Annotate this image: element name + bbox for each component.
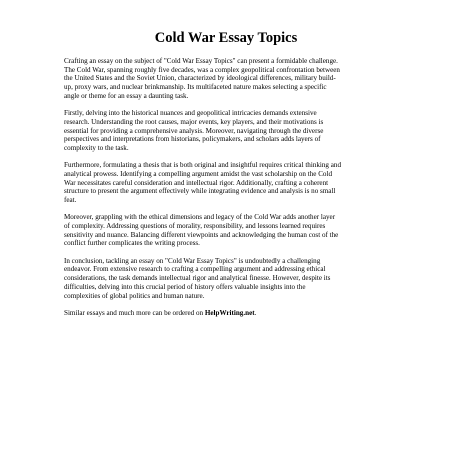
- text-line: research. Understanding the root causes, major events, key players, and their motivations is: [64, 117, 324, 126]
- text-line: endeavor. From extensive research to crafting a compelling argument and addressing ethical: [64, 265, 326, 274]
- paragraph-conclusion: [64, 257, 394, 301]
- helpwriting-link[interactable]: HelpWriting.net: [204, 308, 255, 317]
- paragraph-thesis: [64, 161, 394, 205]
- text-line: feat.: [64, 196, 77, 205]
- text-line: complexity to the task.: [64, 143, 129, 152]
- text-line: of complexity. Addressing questions of morality, responsibility, and lessons learned requires: [64, 222, 326, 231]
- closing-prefix: Similar essays and much more can be ordered on: [64, 308, 205, 317]
- text-line: the United States and the Soviet Union, characterized by ideological differences, military build-: [64, 74, 336, 83]
- text-line: complexities of global politics and human nature.: [64, 291, 205, 300]
- text-line: Moreover, grappling with the ethical dimensions and legacy of the Cold War adds another layer: [64, 213, 336, 222]
- text-line: War necessitates careful consideration and intellectual rigor. Additionally, crafting a coherent: [64, 178, 329, 187]
- paragraph-ethics: [64, 213, 394, 248]
- text-line: analytical prowess. Identifying a compelling argument amidst the vast scholarship on the Cold: [64, 169, 332, 178]
- text-line: Crafting an essay on the subject of "Cold War Essay Topics" can present a formidable challenge.: [64, 57, 338, 65]
- text-line: perspectives and interpretations from historians, policymakers, and scholars adds layers of: [64, 135, 321, 144]
- text-line: structure to present the argument effectively while integrating evidence and analysis is no small: [64, 187, 336, 196]
- text-line: conflict further complicates the writing process.: [64, 239, 200, 248]
- text-line: The Cold War, spanning roughly five decades, was a complex geopolitical confrontation between: [64, 65, 340, 74]
- text-line: In conclusion, tackling an essay on "Cold War Essay Topics" is undoubtedly a challenging: [64, 256, 321, 265]
- text-line: up, proxy wars, and nuclear brinkmanship. Its multifaceted nature makes selecting a specific: [64, 83, 327, 92]
- text-line: difficulties, delving into this crucial period of history offers valuable insights into the: [64, 282, 306, 291]
- text-line: considerations, the task demands intellectual rigor and analytical finesse. However, despite its: [64, 274, 331, 283]
- text-line: angle or theme for an essay a daunting task.: [64, 91, 189, 100]
- document-title: Cold War Essay Topics: [154, 30, 298, 46]
- text-line: essential for providing a comprehensive analysis. Moreover, navigating through the diverse: [64, 126, 324, 135]
- paragraph-research: [64, 109, 394, 153]
- paragraph-intro: [64, 57, 394, 101]
- text-line: Furthermore, formulating a thesis that is both original and insightful requires critical thinking and: [64, 161, 341, 170]
- text-line: sensitivity and nuance. Balancing different viewpoints and acknowledging the human cost of the: [64, 230, 339, 239]
- closing-line: [64, 309, 394, 318]
- text-line: Firstly, delving into the historical nuances and geopolitical intricacies demands extensive: [64, 109, 317, 118]
- closing-suffix: .: [254, 308, 257, 317]
- document-body: [64, 57, 394, 326]
